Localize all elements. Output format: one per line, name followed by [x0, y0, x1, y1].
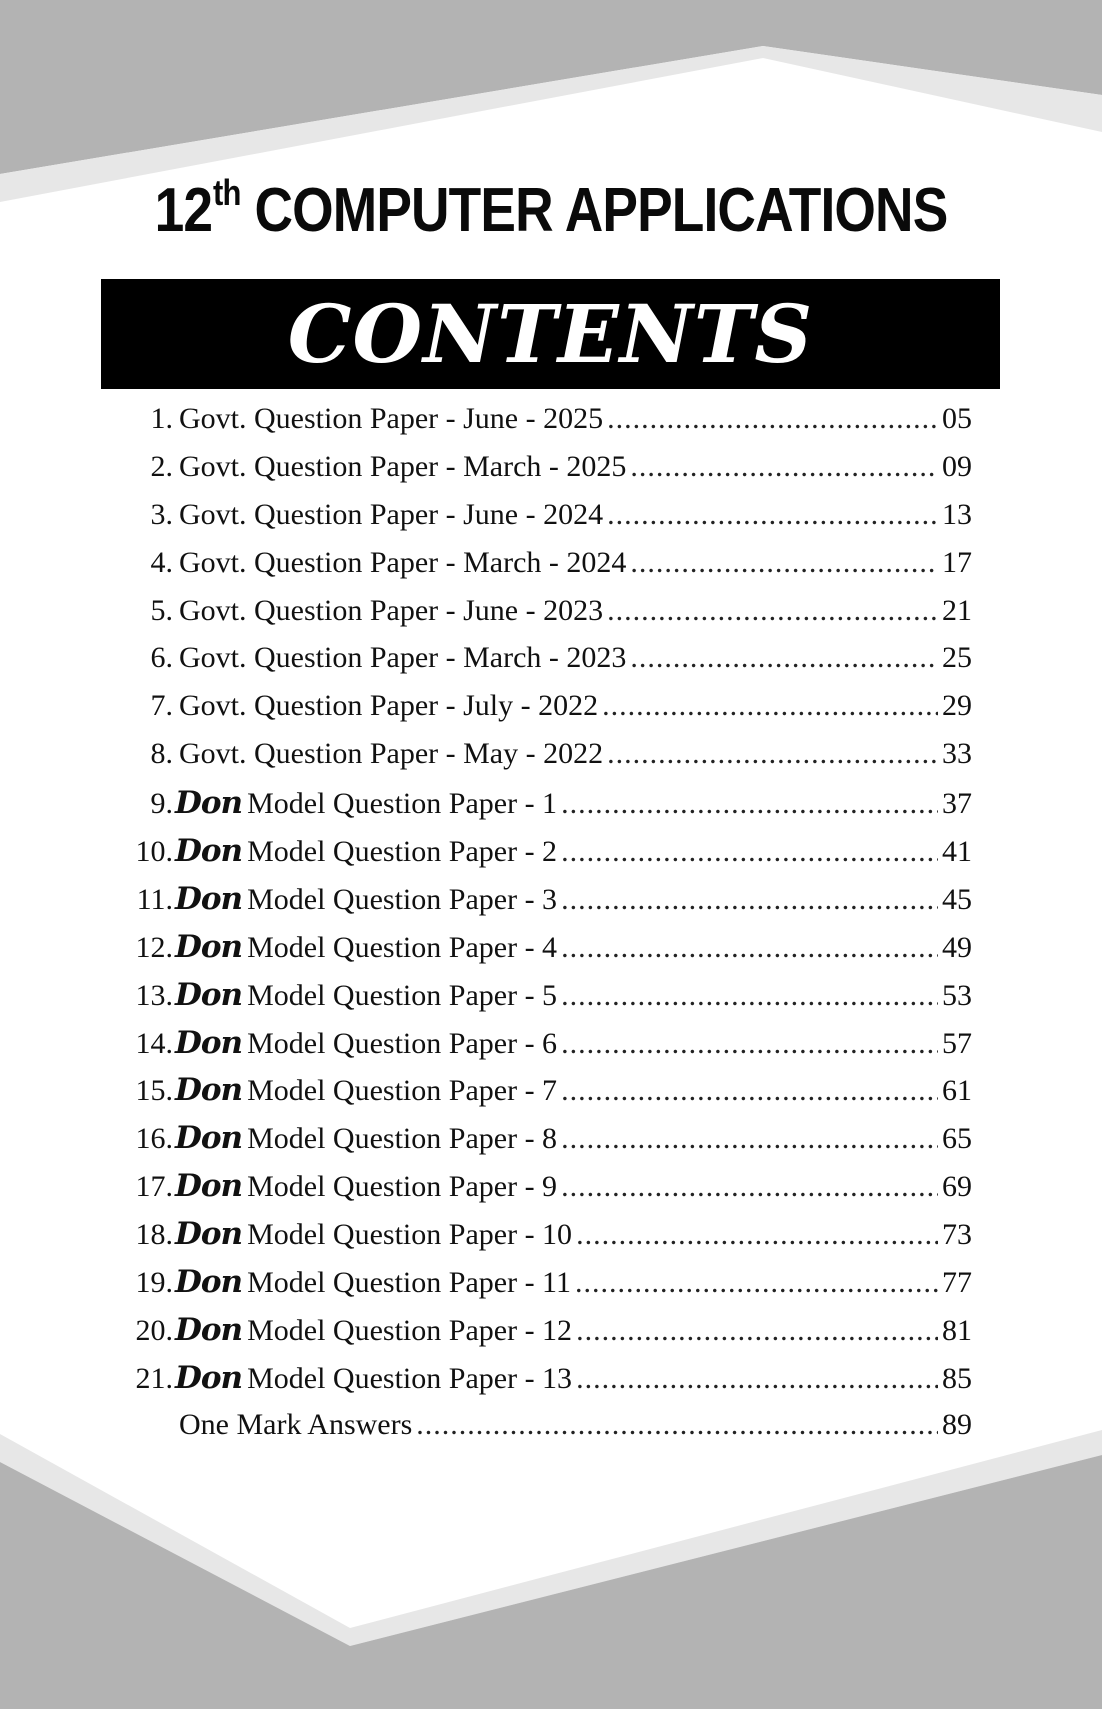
- dot-leader: [607, 498, 938, 532]
- toc-entry-number: 5.: [150, 593, 173, 627]
- toc-entry-page-number: 13: [942, 497, 972, 531]
- toc-entry-title: Model Question Paper - 5: [247, 978, 558, 1012]
- don-brand-logo: Don: [175, 1311, 243, 1348]
- toc-entry-number: 16.: [135, 1122, 173, 1156]
- toc-entry: [112, 1312, 972, 1360]
- toc-entry-title: One Mark Answers: [179, 1407, 413, 1441]
- dot-leader: [561, 979, 938, 1013]
- toc-entry-title: Model Question Paper - 1: [247, 787, 558, 821]
- dot-leader: [607, 594, 938, 628]
- toc-entry: [112, 1025, 972, 1073]
- dot-leader: [416, 1408, 938, 1442]
- toc-entry-number: 15.: [135, 1074, 173, 1108]
- don-brand-logo: Don: [175, 928, 243, 965]
- toc-entry: [112, 1216, 972, 1264]
- toc-entry-number: 20.: [135, 1313, 173, 1347]
- toc-entry-title: Govt. Question Paper - March - 2025: [179, 449, 627, 483]
- don-brand-logo: Don: [175, 976, 243, 1013]
- toc-entry-page-number: 45: [942, 882, 972, 916]
- toc-entry-number: 18.: [135, 1218, 173, 1252]
- toc-entry: [112, 546, 972, 594]
- toc-entry: [112, 977, 972, 1025]
- don-brand-logo: Don: [175, 833, 243, 870]
- toc-entry: [112, 881, 972, 929]
- toc-entry-title: Model Question Paper - 7: [247, 1074, 558, 1108]
- toc-entry: [112, 1408, 972, 1456]
- toc-entry: [112, 737, 972, 785]
- toc-entry-number: 1.: [150, 402, 173, 435]
- don-brand-logo: Don: [175, 1216, 243, 1253]
- toc-entry-page-number: 69: [942, 1170, 972, 1204]
- toc-entry: [112, 1360, 972, 1408]
- title-text: COMPUTER APPLICATIONS: [254, 176, 948, 245]
- toc-entry-page-number: 05: [942, 402, 972, 435]
- toc-entry: [112, 1120, 972, 1168]
- don-brand-logo: Don: [175, 1120, 243, 1157]
- toc-entry-number: 10.: [135, 835, 173, 869]
- toc-entry-page-number: 53: [942, 978, 972, 1012]
- toc-entry-title: Model Question Paper - 2: [247, 835, 558, 869]
- title-number: 12: [154, 176, 213, 245]
- toc-entry-number: 11.: [136, 882, 173, 916]
- dot-leader: [575, 1266, 938, 1300]
- dot-leader: [561, 1170, 938, 1204]
- toc-entry-title: Model Question Paper - 11: [247, 1266, 571, 1300]
- toc-entry-number: 3.: [150, 497, 173, 531]
- toc-entry-page-number: 73: [942, 1218, 972, 1252]
- toc-entry-page-number: 89: [942, 1407, 972, 1441]
- toc-entry-number: 21.: [135, 1361, 173, 1395]
- toc-entry-number: 12.: [135, 930, 173, 964]
- toc-entry: [112, 833, 972, 881]
- table-of-contents: [112, 402, 972, 1456]
- toc-entry-title: Model Question Paper - 9: [247, 1170, 558, 1204]
- toc-entry: [112, 402, 972, 450]
- toc-entry-page-number: 37: [942, 787, 972, 821]
- toc-entry: [112, 689, 972, 737]
- toc-entry-title: Govt. Question Paper - March - 2024: [179, 545, 627, 579]
- toc-entry-page-number: 85: [942, 1361, 972, 1395]
- dot-leader: [630, 641, 938, 675]
- toc-entry-number: 17.: [135, 1170, 173, 1204]
- toc-entry-title: Govt. Question Paper - June - 2024: [179, 497, 604, 531]
- toc-entry-page-number: 65: [942, 1122, 972, 1156]
- dot-leader: [576, 1362, 938, 1396]
- dot-leader: [561, 1074, 938, 1108]
- toc-entry-title: Model Question Paper - 8: [247, 1122, 558, 1156]
- toc-entry-number: 7.: [150, 689, 173, 723]
- dot-leader: [561, 1122, 938, 1156]
- toc-entry-number: 19.: [135, 1266, 173, 1300]
- dot-leader: [561, 931, 938, 965]
- toc-entry-title: Model Question Paper - 4: [247, 930, 558, 964]
- toc-entry-page-number: 09: [942, 449, 972, 483]
- toc-entry-page-number: 57: [942, 1026, 972, 1060]
- toc-entry-title: Govt. Question Paper - June - 2023: [179, 593, 604, 627]
- don-brand-logo: Don: [175, 1264, 243, 1301]
- toc-entry-number: 4.: [150, 545, 173, 579]
- toc-entry-title: Govt. Question Paper - June - 2025: [179, 402, 604, 435]
- toc-entry-page-number: 41: [942, 835, 972, 869]
- dot-leader: [576, 1218, 938, 1252]
- dot-leader: [630, 450, 938, 484]
- contents-heading: CONTENTS: [287, 287, 814, 381]
- toc-entry-page-number: 25: [942, 641, 972, 675]
- dot-leader: [630, 546, 938, 580]
- dot-leader: [561, 883, 938, 917]
- don-brand-logo: Don: [175, 880, 243, 917]
- toc-entry-page-number: 49: [942, 930, 972, 964]
- toc-entry-title: Model Question Paper - 3: [247, 882, 558, 916]
- toc-entry-number: 6.: [150, 641, 173, 675]
- dot-leader: [607, 737, 938, 771]
- toc-entry-title: Govt. Question Paper - March - 2023: [179, 641, 627, 675]
- toc-entry-title: Model Question Paper - 12: [247, 1313, 573, 1347]
- dot-leader: [561, 787, 938, 821]
- don-brand-logo: Don: [175, 1072, 243, 1109]
- toc-entry-page-number: 33: [942, 737, 972, 771]
- toc-entry-title: Model Question Paper - 6: [247, 1026, 558, 1060]
- toc-entry-title: Model Question Paper - 10: [247, 1218, 573, 1252]
- toc-entry: [112, 450, 972, 498]
- toc-entry-number: 14.: [135, 1026, 173, 1060]
- toc-entry-page-number: 17: [942, 545, 972, 579]
- toc-entry-page-number: 77: [942, 1266, 972, 1300]
- toc-entry: [112, 929, 972, 977]
- toc-entry-page-number: 21: [942, 593, 972, 627]
- toc-entry-number: 9.: [150, 787, 173, 821]
- don-brand-logo: Don: [175, 1024, 243, 1061]
- toc-entry-title: Govt. Question Paper - May - 2022: [179, 737, 604, 771]
- dot-leader: [561, 1027, 938, 1061]
- dot-leader: [602, 689, 938, 723]
- toc-entry-title: Govt. Question Paper - July - 2022: [179, 689, 599, 723]
- toc-entry: [112, 1264, 972, 1312]
- don-brand-logo: Don: [175, 1359, 243, 1396]
- toc-entry-page-number: 61: [942, 1074, 972, 1108]
- toc-entry-number: 2.: [150, 449, 173, 483]
- title-suffix: th: [213, 172, 241, 213]
- don-brand-logo: Don: [175, 785, 243, 822]
- contents-banner: [101, 279, 1000, 389]
- dot-leader: [561, 835, 938, 869]
- toc-entry: [112, 594, 972, 642]
- page-title: [77, 172, 1025, 246]
- toc-entry-page-number: 81: [942, 1313, 972, 1347]
- dot-leader: [576, 1314, 938, 1348]
- toc-entry: [112, 641, 972, 689]
- toc-entry-title: Model Question Paper - 13: [247, 1361, 573, 1395]
- toc-entry: [112, 785, 972, 833]
- toc-entry: [112, 498, 972, 546]
- toc-entry-number: 8.: [150, 737, 173, 771]
- toc-entry-page-number: 29: [942, 689, 972, 723]
- toc-entry: [112, 1072, 972, 1120]
- toc-entry: [112, 1168, 972, 1216]
- don-brand-logo: Don: [175, 1168, 243, 1205]
- dot-leader: [607, 402, 938, 436]
- toc-entry-number: 13.: [135, 978, 173, 1012]
